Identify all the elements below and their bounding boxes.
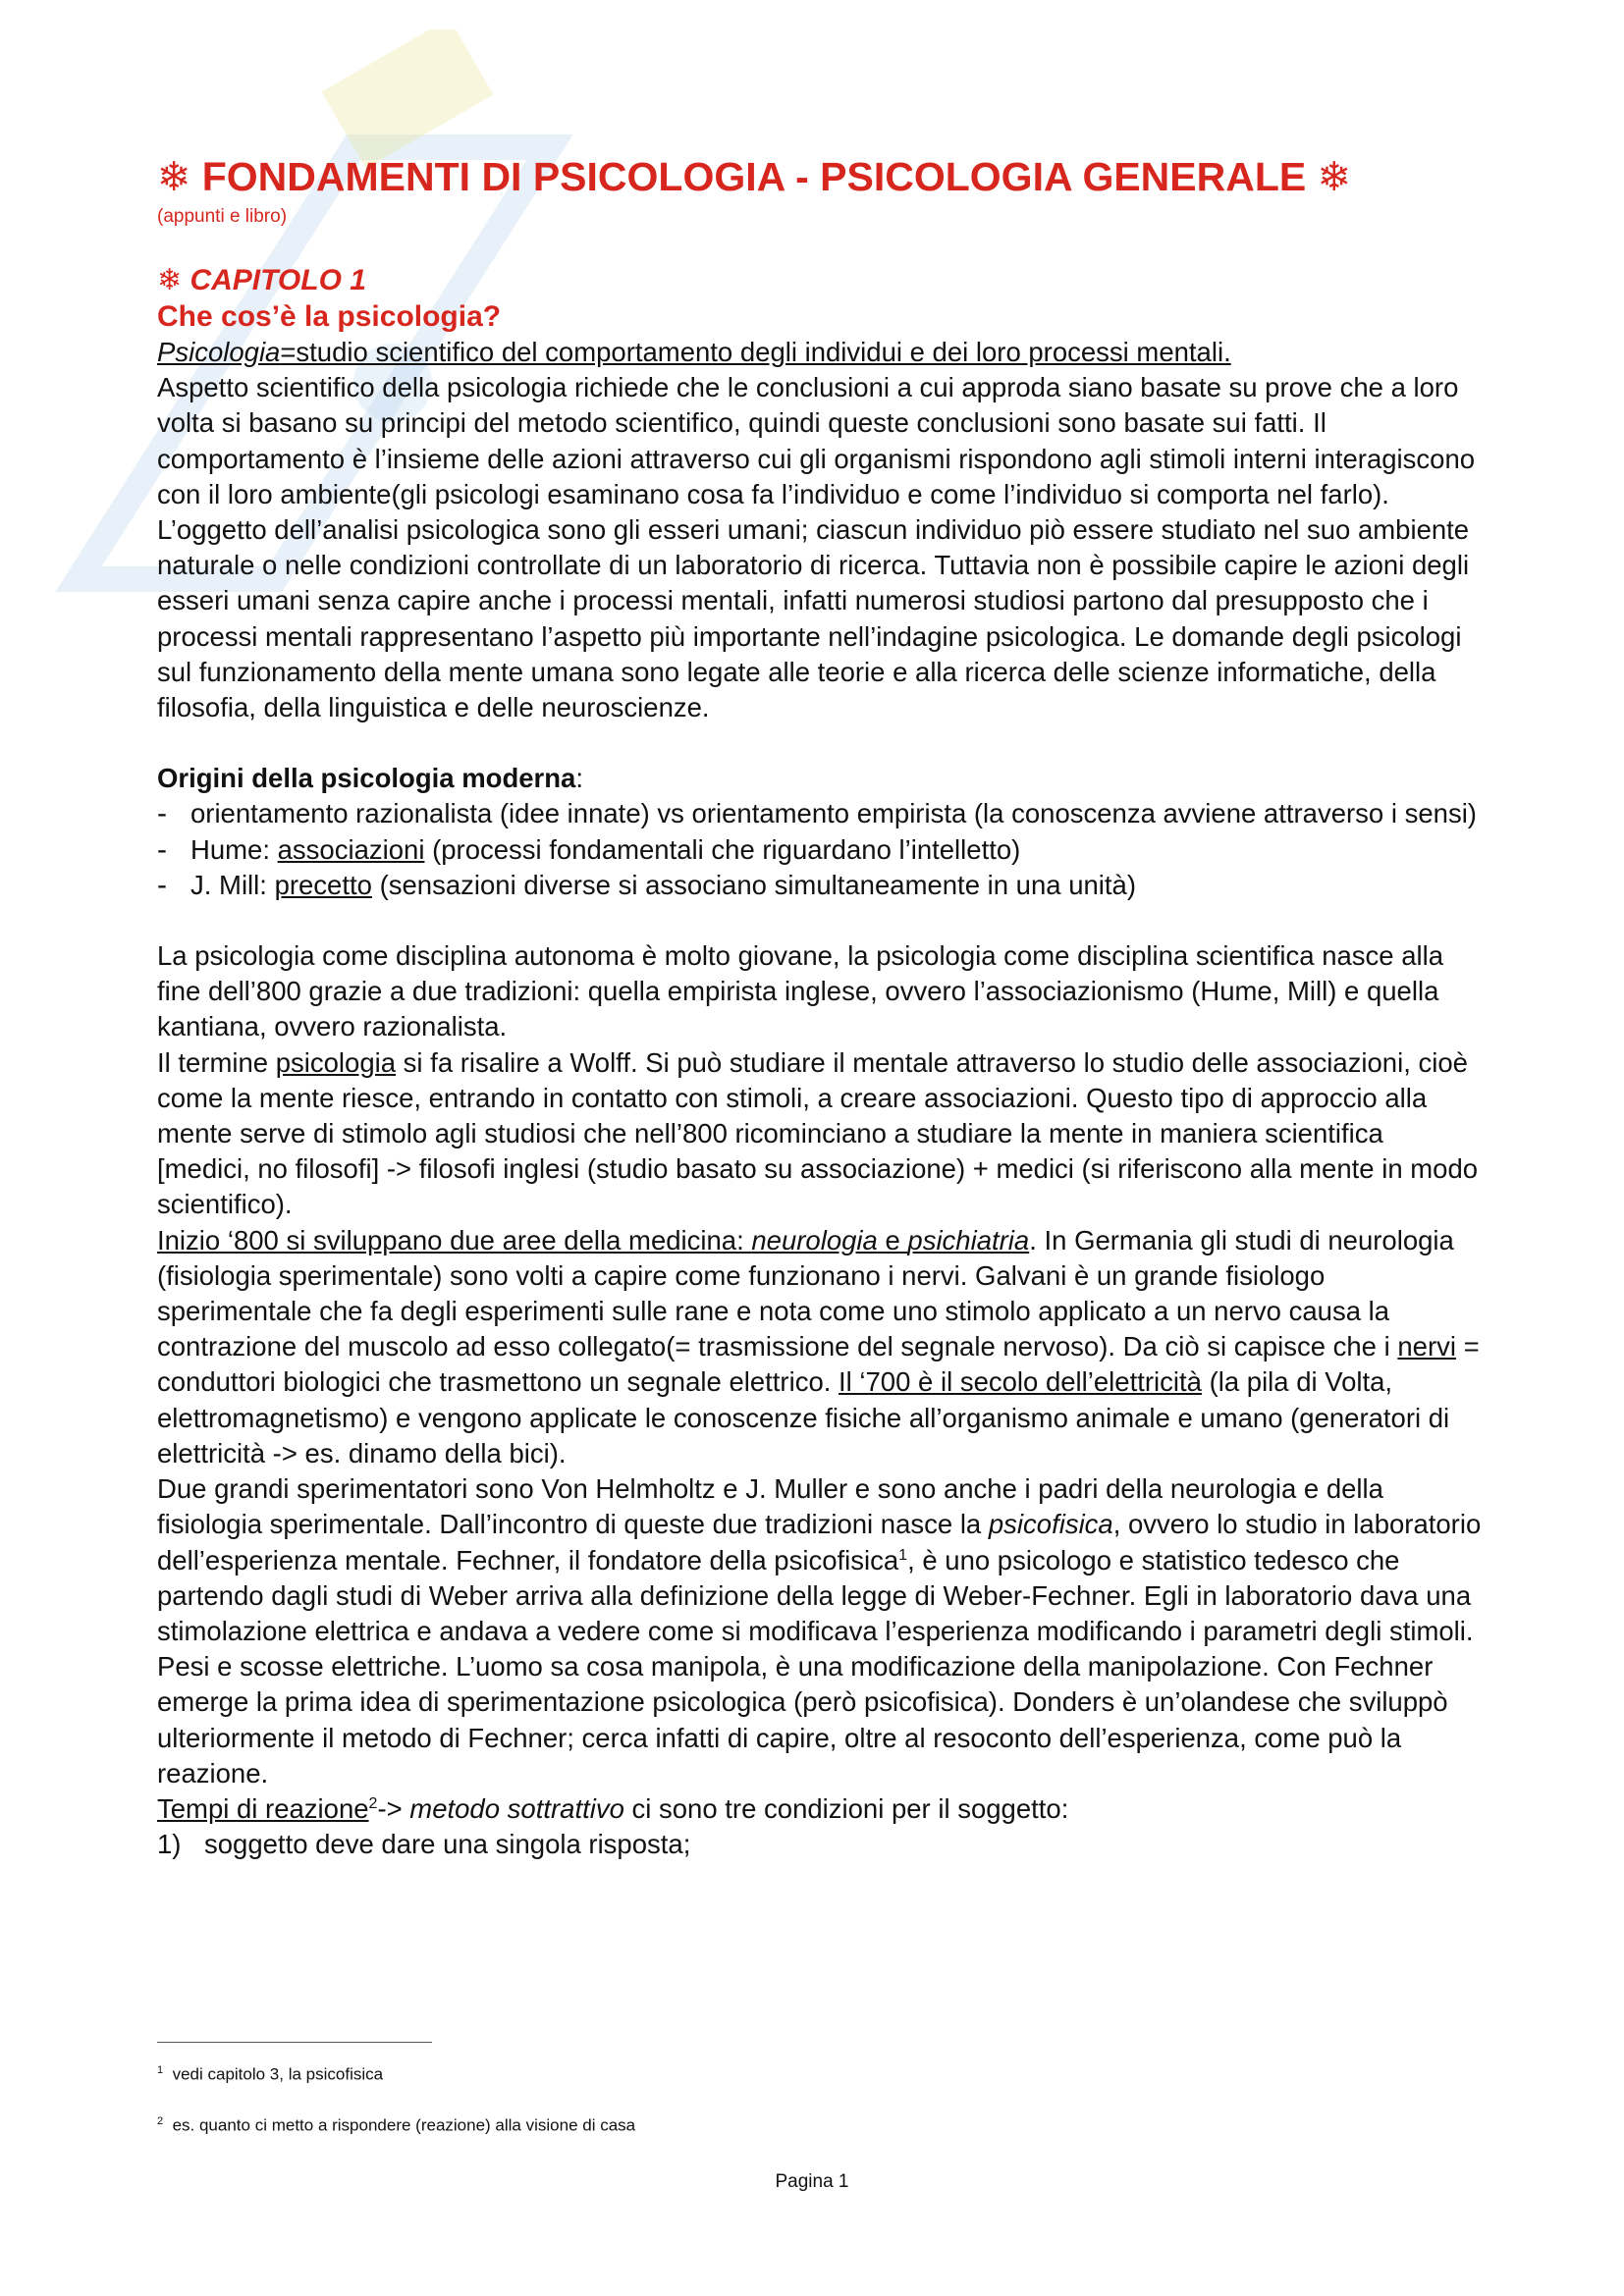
origins-heading-text: Origini della psicologia moderna	[157, 763, 576, 794]
document-subtitle: (appunti e libro)	[157, 206, 288, 227]
footnote-1: $^1$ vedi capitolo 3, la psicofisica	[157, 2064, 384, 2084]
term-psicologia-wolff: psicologia	[275, 1046, 397, 1078]
definition-paragraph	[157, 335, 1483, 370]
paragraph-disciplina: La psicologia come disciplina autonoma è molto giovane, la psicologia come disciplina scientifica nasce alla fine dell’800 grazie a due tradizioni: quella empirista inglese, ovvero l’associazionismo (Hume, Mill) e quella kantiana, ovvero razionalista.	[157, 940, 1444, 1042]
footnote-2: $^2$ es. quanto ci metto a rispondere (reazione) alla visione di casa	[157, 2115, 636, 2135]
term-psichiatria: psichiatria	[907, 1224, 1030, 1255]
section-question: Che cos’è la psicologia?	[157, 300, 502, 333]
page-number: Pagina 1	[775, 2171, 849, 2192]
chapter-heading: ❄ CAPITOLO 1	[157, 264, 366, 296]
document-body	[157, 152, 1483, 1862]
list-item: - orientamento razionalista (idee innate) vs orientamento empirista (la conoscenza avviene attraverso i sensi)	[157, 796, 1483, 831]
footnote-divider	[157, 2042, 432, 2043]
list-item: - Hume: associazioni (processi fondamentali che riguardano l’intelletto)	[157, 832, 1483, 868]
term-nervi: nervi	[1397, 1331, 1456, 1362]
paragraph-medicina: Inizio ‘800 si sviluppano due aree della medicina: neurologia e psichiatria. In Germania gli studi di neurologia (fisiologia sperimentale) sono volti a capire come funzionano i nervi. Galvani è un grande fisiologo sperimentale che fa degli esperimenti sulle rane e nota come uno stimolo applicato a un nervo causa la contrazione del muscolo ad esso collegato(= trasmissione del segnale nervoso). Da ciò si capisce che i nervi = conduttori biologici che trasmettono un segnale elettrico. Il ‘700 è il secolo dell’elettricità (la pila di Volta, elettromagnetismo) e vengono applicate le conoscenze fisiche all’organismo animale e umano (generatori di elettricità -> es. dinamo della bici).	[157, 1224, 1480, 1468]
term-associazioni: associazioni	[277, 833, 425, 865]
list-item: - J. Mill: precetto (sensazioni diverse si associano simultaneamente in una unità)	[157, 868, 1483, 903]
paragraph-psicofisica: Due grandi sperimentatori sono Von Helmholtz e J. Muller e sono anche i padri della neurologia e della fisiologia sperimentale. Dall’incontro di queste due tradizioni nasce la psicofisica, ovvero lo studio in laboratorio dell’esperienza mentale. Fechner, il fondatore della psicofisica$^1$, è uno psicologo e statistico tedesco che partendo dagli studi di Weber arriva alla definizione della legge di Weber-Fechner. Egli in laboratorio dava una stimolazione elettrica e andava a vedere come si modificava l’esperienza modificando i parametri degli stimoli. Pesi e scosse elettriche. L’uomo sa cosa manipola, è una modificazione della manipolazione. Con Fechner emerge la prima idea di sperimentazione psicologica (però psicofisica). Donders è un’olandese che sviluppò ulteriormente il metodo di Fechner; cerca infatti di capire, oltre al resoconto dell’esperienza, come può la reazione.	[157, 1473, 1482, 1789]
origins-heading	[157, 761, 1483, 796]
definition-text: =studio scientifico del comportamento degli individui e dei loro processi mentali.	[280, 337, 1231, 367]
term-neurologia: neurologia	[751, 1224, 878, 1255]
footnote-ref-1[interactable]: 1	[898, 1546, 908, 1564]
origins-list	[157, 796, 1483, 903]
intro-paragraph: Aspetto scientifico della psicologia richiede che le conclusioni a cui approda siano basate su prove che a loro volta si basano su principi del metodo scientifico, quindi queste conclusioni sono basate sui fatti. Il comportamento è l’insieme delle azioni attraverso cui gli organismi rispondono agli stimoli interni interagiscono con il loro ambiente(gli psicologi esaminano cosa fa l’individuo e come l’individuo si comporta nel farlo). L’oggetto dell’analisi psicologica sono gli esseri umani; ciascun individuo piò essere studiato nel suo ambiente naturale o nelle condizioni controllate di un laboratorio di ricerca. Tuttavia non è possibile capire le azioni degli esseri umani senza capire anche i processi mentali, infatti numerosi studiosi partono dal presupposto che i processi mentali rappresentano l’aspetto più importante nell’indagine psicologica. Le domande degli psicologi sul funzionamento della mente umana sono legate alle teorie e alla ricerca delle scienze informatiche, della filosofia, della linguistica e delle neuroscienze.	[157, 372, 1476, 723]
paragraph-tempi-reazione: Tempi di reazione$^2$-> metodo sottrattivo ci sono tre condizioni per il soggetto:	[157, 1792, 1069, 1824]
footnote-ref-2[interactable]: 2	[368, 1794, 378, 1812]
paragraph-wolff: Il termine psicologia si fa risalire a Wolff. Si può studiare il mentale attraverso lo studio delle associazioni, cioè come la mente riesce, entrando in contatto con stimoli, a creare associazioni. Questo tipo di approccio alla mente serve di stimolo agli studiosi che nell’800 ricominciano a studiare la mente in maniera scientifica [medici, no filosofi] -> filosofi inglesi (studio basato su associazione) + medici (si riferiscono alla mente in modo scientifico).	[157, 1046, 1479, 1220]
origins-colon: :	[575, 763, 583, 794]
term-psicologia: Psicologia	[157, 337, 281, 367]
term-precetto: precetto	[274, 869, 372, 900]
term-psicofisica: psicofisica	[988, 1509, 1113, 1540]
term-metodo-sottrattivo: metodo sottrattivo	[409, 1792, 624, 1824]
term-tempi-reazione: Tempi di reazione	[157, 1792, 369, 1824]
document-title: ❄ FONDAMENTI DI PSICOLOGIA - PSICOLOGIA GENERALE ❄	[157, 154, 1351, 199]
phrase-elettricita: Il ‘700 è il secolo dell’elettricità	[839, 1366, 1202, 1398]
numbered-item: 1) soggetto deve dare una singola risposta;	[157, 1829, 691, 1860]
